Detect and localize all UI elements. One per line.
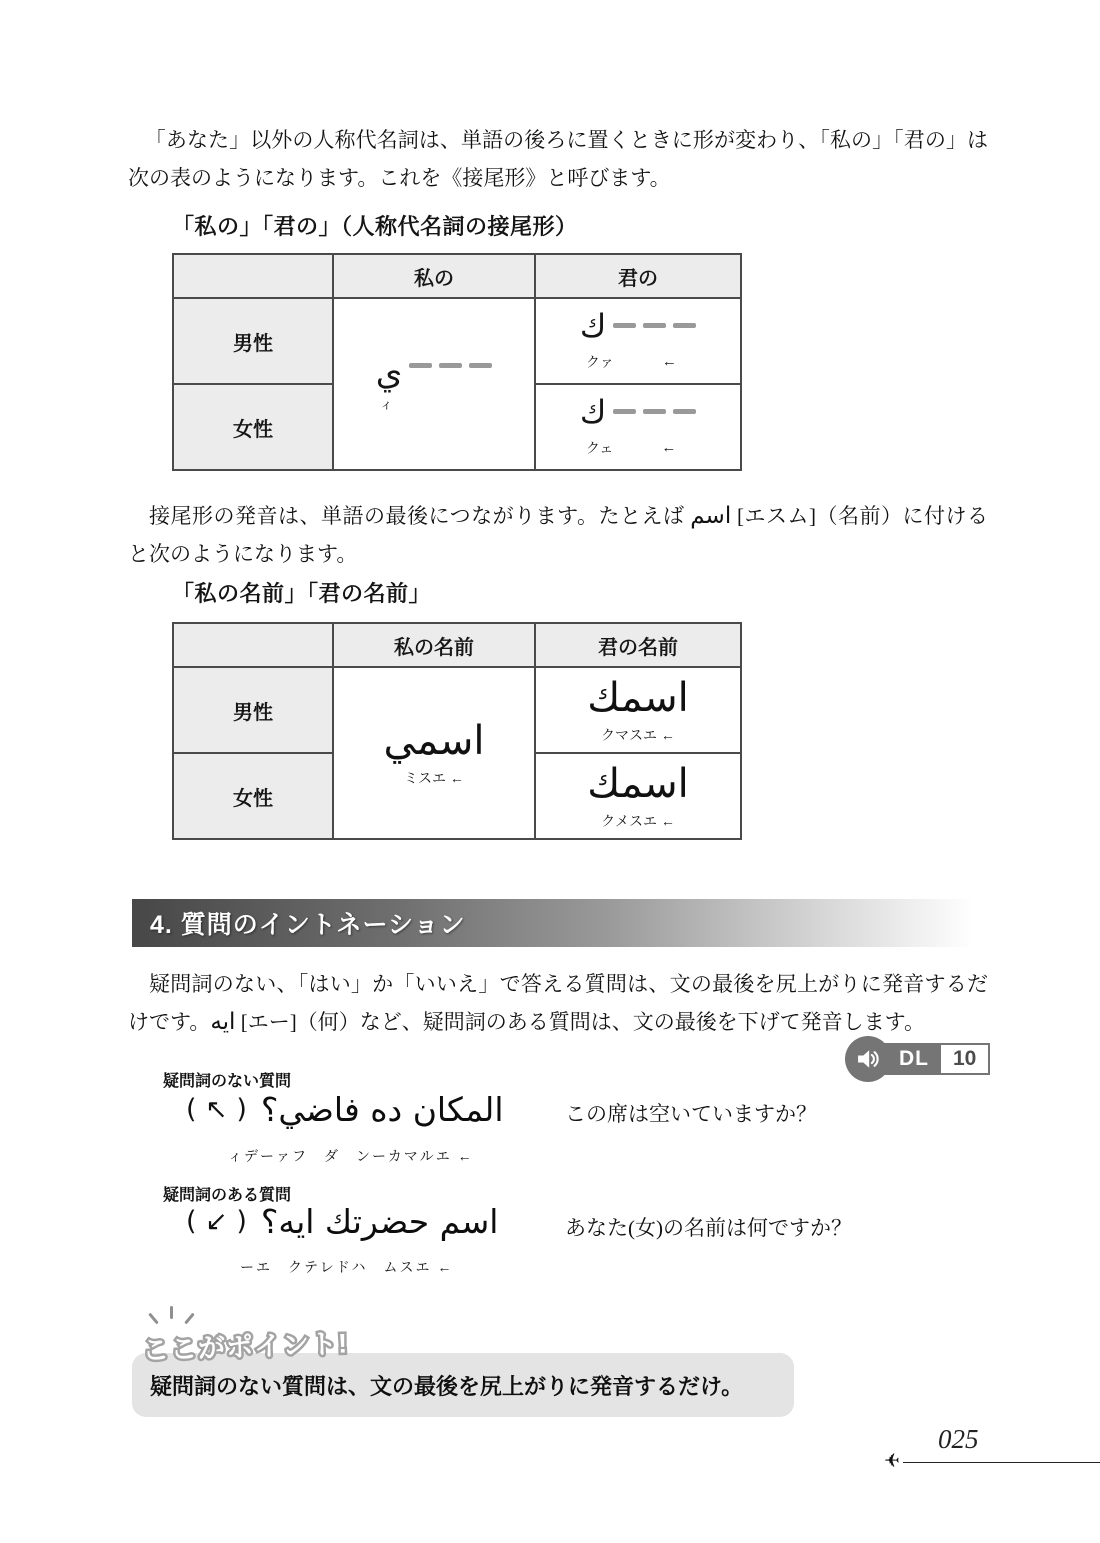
name-table-title: 「私の名前」「君の名前」: [172, 581, 432, 606]
reading-ismi: ミスエ ←: [404, 770, 464, 786]
suffix-table-corner-cell: [173, 254, 333, 298]
suffix-table-row-male: 男性: [173, 298, 333, 384]
suffix-table: [172, 253, 742, 471]
suffix-table-title: 「私の」「君の」（人称代名詞の接尾形）: [172, 214, 578, 239]
section-title: 4. 質問のイントネーション: [150, 911, 466, 939]
suffix-table-cell-your-female: [535, 384, 741, 470]
reading-your-male: クァ: [585, 353, 614, 370]
intro-text: 「あなた」以外の人称代名詞は、単語の後ろに置くときに形が変わり、「私の」「君の」は次の表のようになります。これを《接尾形》と呼びます。: [128, 128, 988, 190]
blank-dash: [469, 363, 492, 368]
blank-dash: [643, 323, 666, 328]
airplane-icon: ✈: [884, 1450, 900, 1472]
suffix-table-cell-your-male: [535, 298, 741, 384]
suffix-table-header-your: 君の: [535, 254, 741, 298]
dl-label: DL: [883, 1043, 939, 1075]
arabic-word-eh: ايه: [210, 1009, 236, 1035]
arabic-word-ismak: اسمك: [587, 675, 689, 721]
point-callout-title: ここがポイント!: [141, 1328, 349, 1366]
blank-dash: [673, 409, 696, 414]
pronunciation-paragraph: [128, 497, 988, 573]
blank-dash: [643, 409, 666, 414]
example1-arabic: المكان ده فاضي؟: [260, 1090, 504, 1129]
sparkle-icon: [148, 1313, 159, 1325]
pron-text-before: 接尾形の発音は、単語の最後につながります。たとえば: [149, 504, 691, 528]
name-table-corner-cell: [173, 623, 333, 667]
track-number: 10: [939, 1043, 990, 1075]
blank-dash: [613, 409, 636, 414]
sparkle-icon: [184, 1313, 195, 1325]
page-number: 025: [938, 1424, 979, 1454]
point-callout-text: 疑問詞のない質問は、文の最後を尻上がりに発音するだけ。: [150, 1373, 744, 1399]
rtl-arrow-icon: ←: [661, 439, 677, 456]
name-table-row-female: 女性: [173, 753, 333, 839]
section-header-bar: [132, 899, 1000, 947]
blank-dash: [409, 363, 432, 368]
arabic-word-ism: اسم: [690, 503, 732, 529]
audio-download-badge: [845, 1036, 990, 1082]
name-table-header-my: 私の名前: [333, 623, 535, 667]
arabic-word-ismi: اسمي: [383, 718, 485, 764]
name-table-cell-your-female: [535, 753, 741, 839]
speaker-icon: [845, 1036, 891, 1082]
suffix-table-cell-my: [333, 298, 535, 470]
example1-sentence: [186, 1090, 504, 1129]
example2-label: 疑問詞のある質問: [163, 1187, 292, 1204]
section4-paragraph: [128, 965, 988, 1041]
example2-arabic: اسم حضرتك ايه؟: [260, 1202, 499, 1241]
arabic-suffix-your-female: ك: [579, 392, 607, 431]
name-table-cell-my: [333, 667, 535, 839]
rising-intonation-arrow-icon: ( ↖ ): [186, 1094, 247, 1125]
arabic-word-ismik: اسمك: [587, 761, 689, 807]
name-table: [172, 622, 742, 840]
section4-text-before: 疑問詞のない、「はい」か「いいえ」で答える質問は、文の最後を尻上がりに発音するだけです。: [128, 972, 988, 1034]
arabic-suffix-your-male: ك: [579, 306, 607, 345]
arabic-suffix-my: ي: [375, 352, 403, 393]
example2-translation: あなた(女)の名前は何ですか？: [565, 1216, 852, 1240]
suffix-table-header-my: 私の: [333, 254, 535, 298]
name-table-header-your: 君の名前: [535, 623, 741, 667]
section4-text-after: [エー]（何）など、疑問詞のある質問は、文の最後を下げて発音します。: [235, 1010, 926, 1034]
suffix-table-row-female: 女性: [173, 384, 333, 470]
reading-my-suffix: ィ: [379, 396, 393, 412]
example2-reading: ーエ クテレドハ ムスエ ←: [240, 1259, 454, 1275]
rtl-arrow-icon: ←: [661, 353, 677, 370]
blank-dash: [673, 323, 696, 328]
example2-sentence: [186, 1202, 498, 1241]
sparkle-icon: [170, 1306, 173, 1319]
example1-label: 疑問詞のない質問: [163, 1073, 292, 1090]
name-table-row-male: 男性: [173, 667, 333, 753]
pron-text-after: [エスム]（名前）に付けると次のようになります。: [128, 504, 988, 566]
blank-dash: [439, 363, 462, 368]
reading-ismik: クメスエ ←: [601, 813, 675, 829]
name-table-cell-your-male: [535, 667, 741, 753]
blank-dash: [613, 323, 636, 328]
example1-translation: この席は空いていますか？: [565, 1102, 817, 1126]
example1-reading: ィデーァフ ダ ンーカマルエ ←: [228, 1148, 474, 1164]
footer-rule: [903, 1462, 1100, 1463]
falling-intonation-arrow-icon: ( ↙ ): [186, 1206, 247, 1237]
reading-ismak: クマスエ ←: [601, 727, 675, 743]
intro-paragraph: [128, 121, 988, 197]
reading-your-female: クェ: [585, 439, 614, 456]
